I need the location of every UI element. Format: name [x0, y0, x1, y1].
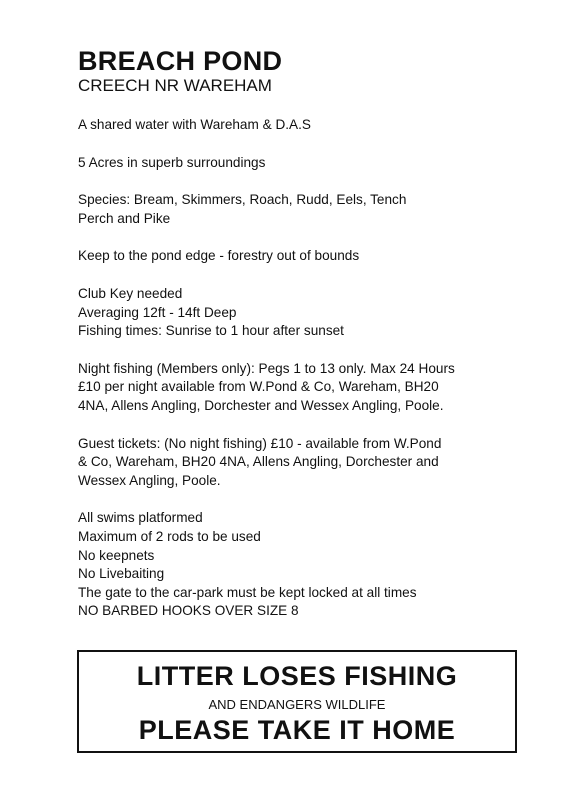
text-line: Perch and Pike: [78, 210, 171, 226]
page-subtitle: CREECH NR WAREHAM: [78, 76, 272, 95]
text-line: Club Key needed: [78, 285, 183, 301]
text-line: Maximum of 2 rods to be used: [78, 528, 261, 544]
paragraph-species: [78, 191, 528, 228]
text-line: The gate to the car-park must be kept locked at all times: [78, 584, 417, 600]
text-line: Keep to the pond edge - forestry out of bounds: [78, 248, 360, 264]
document-body: [78, 46, 528, 640]
text-line: All swims platformed: [78, 510, 203, 526]
text-line: Species: Bream, Skimmers, Roach, Rudd, Eels, Tench: [78, 192, 407, 208]
paragraph-pond-edge: [78, 247, 528, 266]
text-line: 5 Acres in superb surroundings: [78, 154, 266, 170]
paragraph-rules: [78, 509, 528, 621]
paragraph-night-fishing: [78, 360, 528, 416]
paragraph-guest-tickets: [78, 435, 528, 491]
text-line: Night fishing (Members only): Pegs 1 to 13 only. Max 24 Hours: [78, 360, 455, 376]
text-line: NO BARBED HOOKS OVER SIZE 8: [78, 603, 299, 619]
paragraph-club-key: [78, 285, 528, 341]
page-title: BREACH POND: [78, 46, 283, 76]
litter-notice-box: [77, 650, 517, 753]
text-line: & Co, Wareham, BH20 4NA, Allens Angling, Dorchester and: [78, 454, 439, 470]
text-line: No keepnets: [78, 547, 155, 563]
text-line: £10 per night available from W.Pond & Co, Wareham, BH20: [78, 379, 439, 395]
text-line: Guest tickets: (No night fishing) £10 - available from W.Pond: [78, 435, 442, 451]
notice-subline: AND ENDANGERS WILDLIFE: [208, 697, 386, 712]
text-line: No Livebaiting: [78, 566, 165, 582]
text-line: 4NA, Allens Angling, Dorchester and Wessex Angling, Poole.: [78, 397, 444, 413]
text-line: Averaging 12ft - 14ft Deep: [78, 304, 237, 320]
text-line: Wessex Angling, Poole.: [78, 472, 221, 488]
paragraph-acres: [78, 154, 528, 173]
text-line: Fishing times: Sunrise to 1 hour after sunset: [78, 323, 344, 339]
text-line: A shared water with Wareham & D.A.S: [78, 117, 311, 132]
paragraph-shared-water: [78, 116, 528, 135]
notice-headline: LITTER LOSES FISHING: [136, 661, 458, 691]
notice-callout: PLEASE TAKE IT HOME: [138, 715, 456, 745]
